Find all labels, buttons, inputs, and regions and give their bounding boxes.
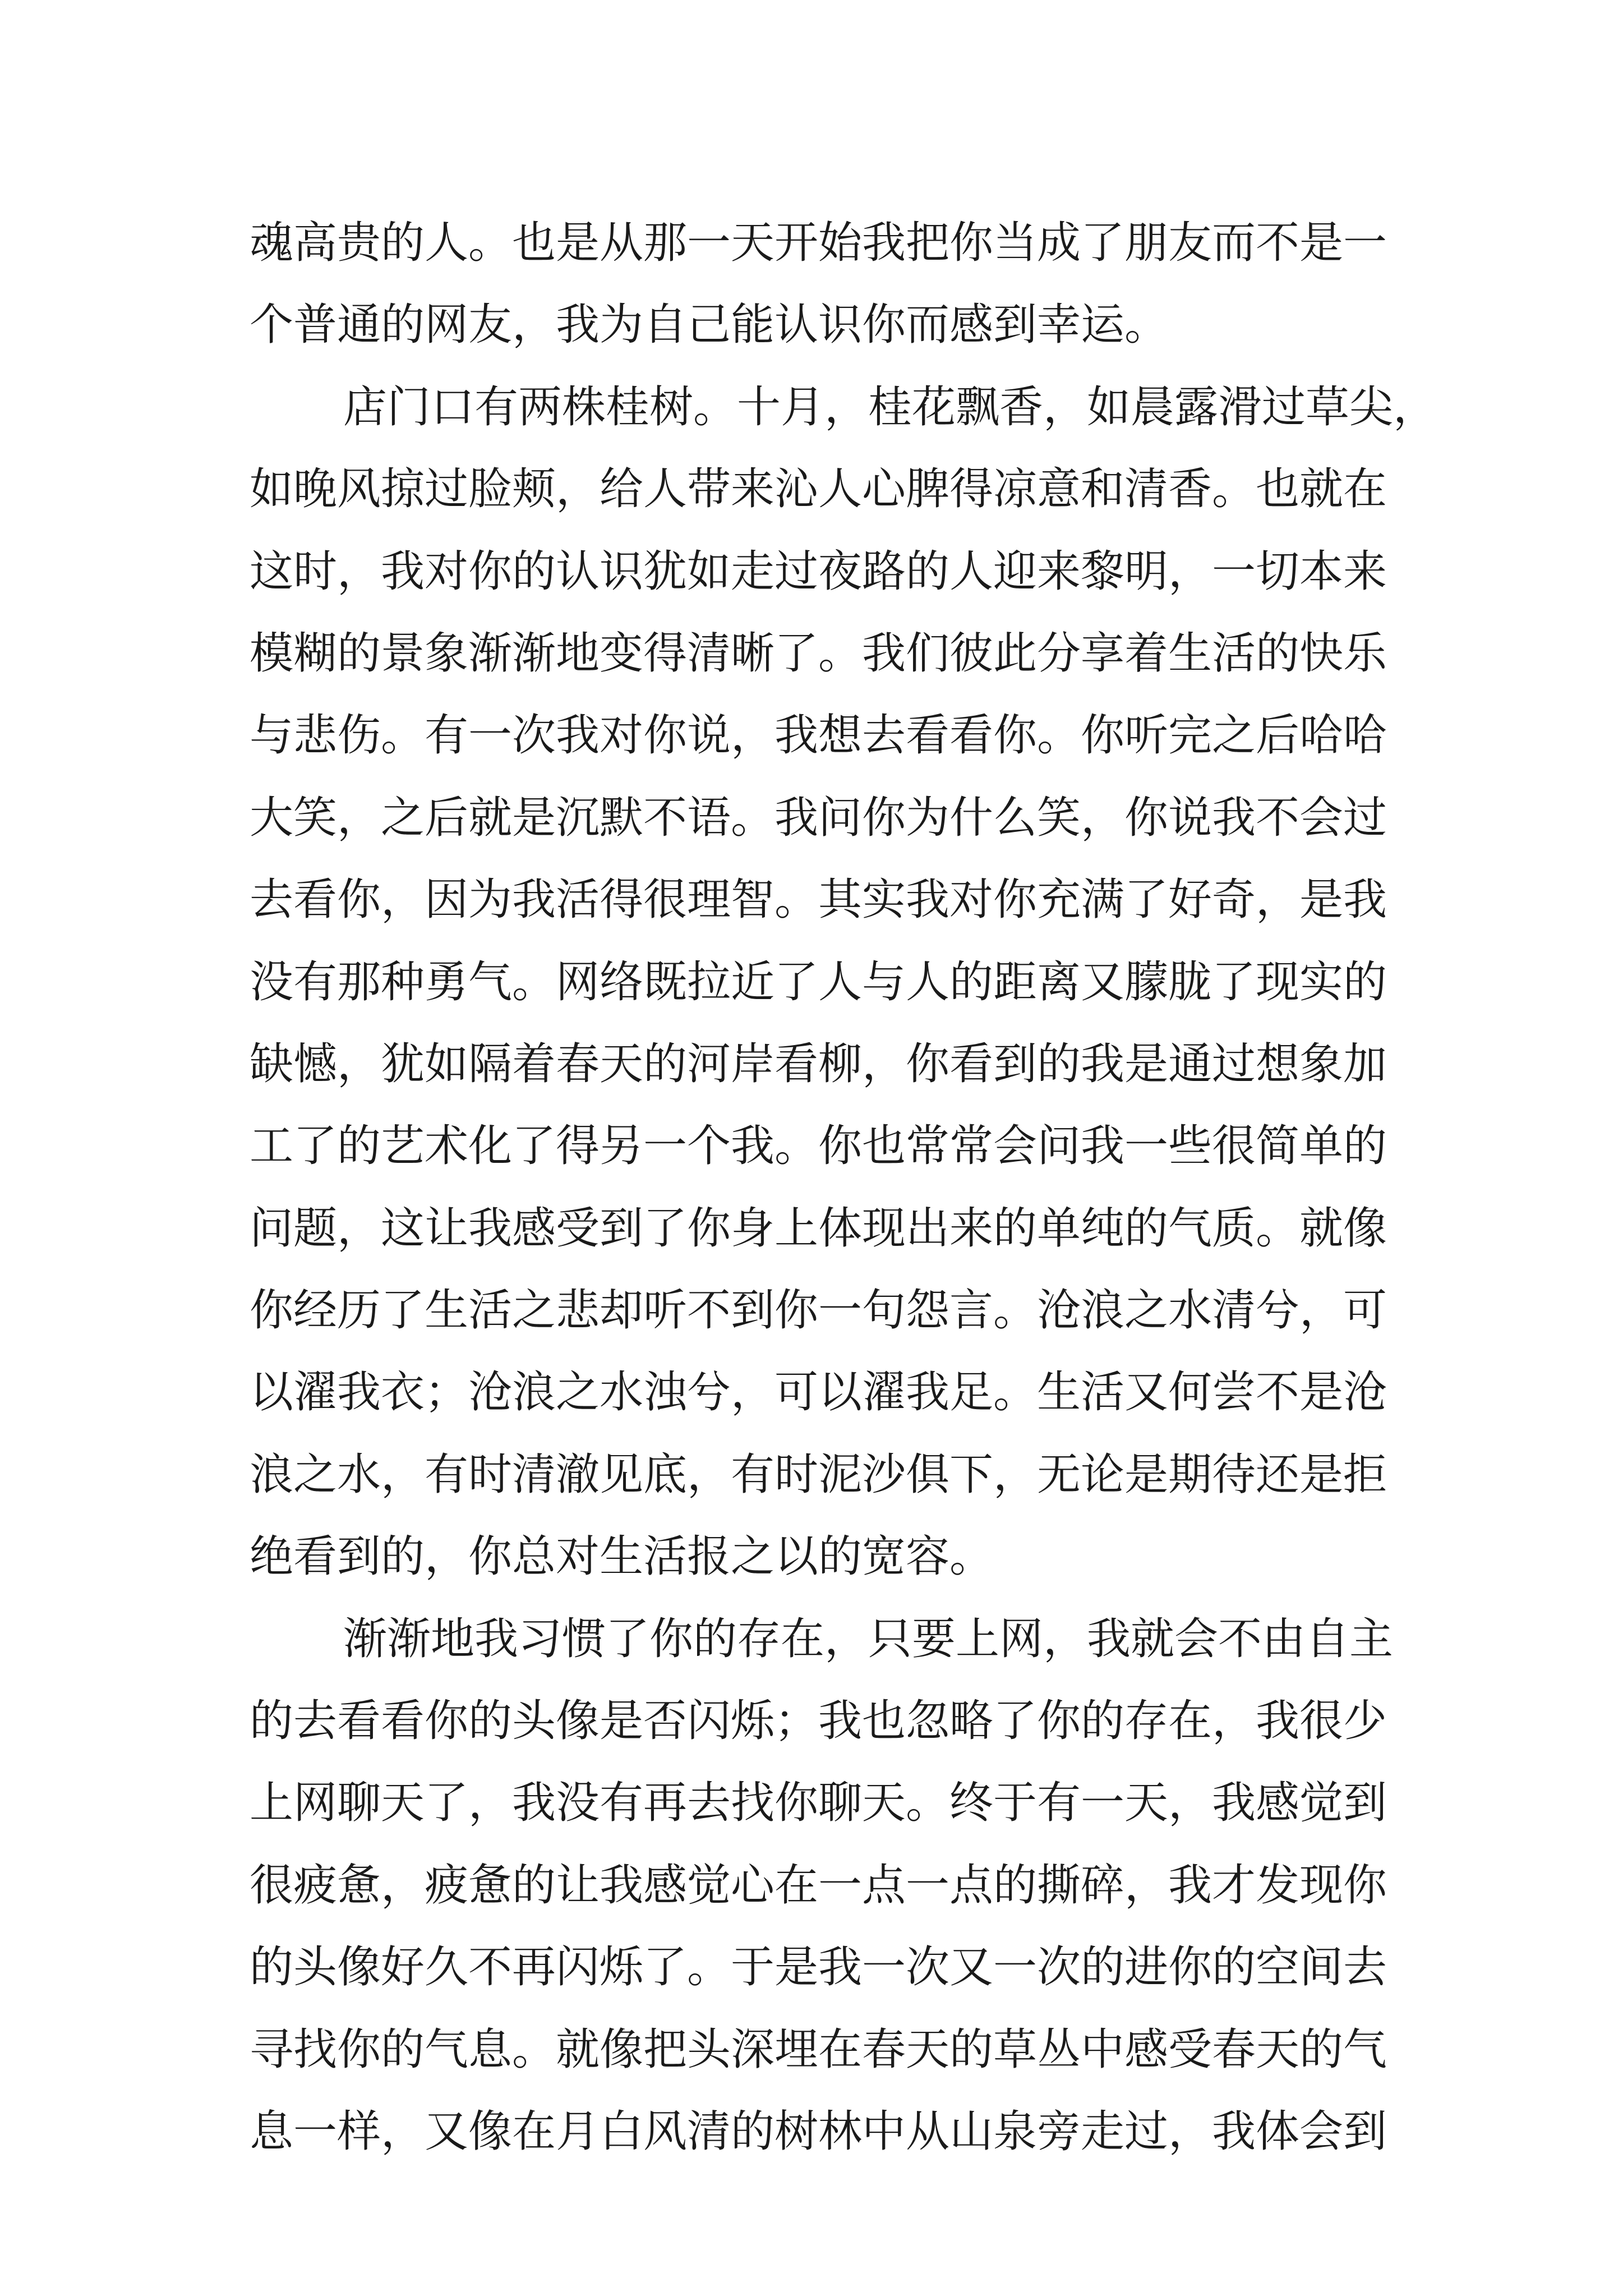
text-line: 寻找你的气息。就像把头深埋在春天的草丛中感受春天的气 bbox=[250, 2024, 1387, 2075]
text-line: 这时，我对你的认识犹如走过夜路的人迎来黎明，一切本来 bbox=[250, 546, 1387, 597]
text-line: 浪之水，有时清澈见底，有时泥沙俱下，无论是期待还是拒 bbox=[250, 1449, 1387, 1500]
text-line: 的去看看你的头像是否闪烁；我也忽略了你的存在，我很少 bbox=[250, 1696, 1387, 1747]
text-line: 的头像好久不再闪烁了。于是我一次又一次的进你的空间去 bbox=[250, 1942, 1387, 1993]
text-line: 绝看到的，你总对生活报之以的宽容。 bbox=[250, 1531, 994, 1582]
body-text bbox=[250, 202, 1437, 2173]
text-line: 去看你，因为我活得很理智。其实我对你充满了好奇，是我 bbox=[250, 875, 1387, 926]
text-line: 个普通的网友，我为自己能认识你而感到幸运。 bbox=[250, 300, 1169, 351]
text-line: 与悲伤。有一次我对你说，我想去看看你。你听完之后哈哈 bbox=[250, 710, 1387, 761]
paragraph-first-line: 店门口有两株桂树。十月，桂花飘香，如晨露滑过草尖， bbox=[343, 381, 1437, 432]
paragraph-first-line: 渐渐地我习惯了你的存在，只要上网，我就会不由自主 bbox=[343, 1613, 1394, 1664]
text-line: 大笑，之后就是沉默不语。我问你为什么笑，你说我不会过 bbox=[250, 792, 1387, 843]
text-line: 工了的艺术化了得另一个我。你也常常会问我一些很简单的 bbox=[250, 1121, 1387, 1172]
text-line: 问题，这让我感受到了你身上体现出来的单纯的气质。就像 bbox=[250, 1203, 1387, 1254]
text-line: 模糊的景象渐渐地变得清晰了。我们彼此分享着生活的快乐 bbox=[250, 628, 1387, 679]
text-line: 如晚风掠过脸颊，给人带来沁人心脾得凉意和清香。也就在 bbox=[250, 464, 1387, 515]
text-line: 没有那种勇气。网络既拉近了人与人的距离又朦胧了现实的 bbox=[250, 956, 1387, 1007]
text-line: 你经历了生活之悲却听不到你一句怨言。沧浪之水清兮，可 bbox=[250, 1285, 1387, 1336]
text-line: 以濯我衣；沧浪之水浊兮，可以濯我足。生活又何尝不是沧 bbox=[250, 1367, 1387, 1418]
text-line: 息一样，又像在月白风清的树林中从山泉旁走过，我体会到 bbox=[250, 2106, 1387, 2157]
text-line: 上网聊天了，我没有再去找你聊天。终于有一天，我感觉到 bbox=[250, 1778, 1387, 1829]
text-line: 缺憾，犹如隔着春天的河岸看柳，你看到的我是通过想象加 bbox=[250, 1038, 1387, 1089]
text-line: 很疲惫，疲惫的让我感觉心在一点一点的撕碎，我才发现你 bbox=[250, 1860, 1387, 1911]
text-line: 魂高贵的人。也是从那一天开始我把你当成了朋友而不是一 bbox=[250, 218, 1387, 268]
